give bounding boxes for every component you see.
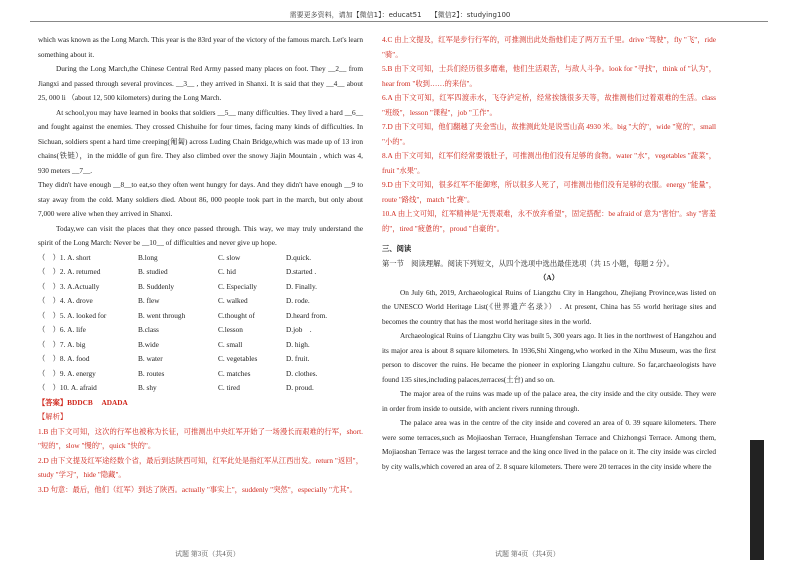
analysis-title: 【解析】 [38,412,68,421]
option-text: （ ）6. A. life [38,325,86,334]
reading-paragraph: The palace area was in the centre of the city inside and covered an area of 0. 39 square kilometers. There were some terraces,such as Mojiaoshan Terrace, Huangfenshan Terrace and Chizhongsi Terrace. Among them, Mojiaoshan Terrace was the largest terrace and the king once lived in the palace on it. The city inside was circled by city walls,which covered an area of 2. 8 square kilometers. There were 20 terraces in the city inside where the [382,418,716,471]
page-footer-left: 试题 第3页（共4页） [175,550,240,558]
header-divider [30,21,768,22]
option-row [38,280,363,295]
option-text: D. clothes. [286,368,318,378]
option-row [38,251,363,266]
option-text: D.heard from. [286,310,328,320]
option-text: D. fruit. [286,354,310,363]
explanation: 2.D 由下文提及红军途经数个省，最后到达陕西可知，红军此处是指红军从江西出发。return "返回"，study "学习"，hide "隐藏"。 [38,455,363,479]
option-text: B. went through [138,310,186,320]
option-text: （ ）8. A. food [38,354,90,363]
passage-paragraph: Today,we can visit the places that they once passed through. This way, we may truly understand the spirit of the Long March: Never be __10__ of difficulties and never give up hope. [38,223,363,247]
page-footer-right: 试题 第4页（共4页） [495,550,560,558]
option-text: C. hid [218,267,236,276]
section-title: 三、阅读 [382,244,412,253]
answer-key: 【答案】BDDCB ADADA [38,397,128,407]
left-column [38,33,363,497]
option-text: （ ）10. A. afraid [38,383,97,392]
option-text: B. water [138,354,163,363]
passage-paragraph: which was known as the Long March. This year is the 83rd year of the victory of the famous march. Let's learn something about it. [38,35,363,59]
option-text: （ ）5. A. looked for [38,310,107,320]
option-row [38,352,363,367]
option-row [38,309,363,324]
option-row [38,338,363,353]
option-row [38,265,363,280]
explanation: 4.C 由上文提及，红军是步行行军的，可推测出此处指他们走了两万五千里。drive "驾驶"，fly "飞"，ride "骑"。 [382,35,716,59]
option-text: C.lesson [218,325,243,334]
option-text: D. high. [286,339,310,349]
passage-paragraph: At school,you may have learned in books that soldiers __5__ many difficulties. They lived a hard __6__ and fought against the enemies. They crossed Chishuihe for four times, facing many kinds of difficulties. In Sichuan, soldiers spent a hard time creeping(匍匐) across Luding Chain Bridge,which was made up of 13 iron chains(铁链），in the middle of gun fire. They also climbed over the snowy Jiajin Mountain , which was 4, 930 meters __7__. [38,107,363,175]
option-text: D. Finally. [286,281,317,291]
side-bar [750,440,764,560]
passage-paragraph: They didn't have enough __8__to eat,so they often went hungry for days. And they didn't have enough __9 to stay away from the cold. Many soldiers died. About 86, 000 people took part in the march, but only about 7,000 were alive when they arrived in Shanxi. [38,180,363,218]
option-text: （ ）9. A. energy [38,368,96,378]
header-prefix: 需要更多资料，请加【微信1】：educat51 [289,11,422,19]
option-text: B.wide [138,339,159,349]
explanation: 10.A 由上文可知，红军精神是"无畏艰难，永不放弃希望"，固定搭配：be afraid of 意为"害怕"。shy "害羞的"，tired "疲惫的"，proud "自豪的"。 [382,209,716,233]
reading-paragraph: On July 6th, 2019, Archaeological Ruins of Liangzhu City in Hangzhou, Zhejiang Province,was listed on the UNESCO World Heritage List(《世界遗产名录》） . At present, China has 55 world heritage sites and becomes the country that has the most world heritage sites in the world. [382,287,716,326]
option-text: B. Suddenly [138,281,175,291]
option-text: （ ）1. A. short [38,252,91,262]
option-text: C. walked [218,296,248,305]
option-text: （ ）4. A. drove [38,296,93,305]
explanation: 3.D 句意：最后，他们（红军）到达了陕西。actually "事实上"，suddenly "突然"，especially "尤其"。 [38,484,357,494]
header-suffix: 【微信2】：studying100 [430,11,511,19]
option-text: B. flew [138,296,160,305]
option-text: （ ）7. A. big [38,339,86,349]
option-row [38,367,363,382]
reading-paragraph: Archaeological Ruins of Liangzhu City was built 5, 300 years ago. It lies in the northwest of Hangzhou and its major area is about 8 square kilometers. In 1936,Shi Xingeng,who worked in the Xihu Museum, was the first person to discover the ruins. He became the pioneer in exploring Liangzhu culture. So far,archaeologists have found 135 sites,including palaces,terraces(土台) and so on. [382,331,716,384]
explanation: 5.B 由下文可知，士兵们经历很多磨难，他们生活艰苦，与敌人斗争。look for "寻找"，think of "认为"，hear from "收到……的来信"。 [382,64,716,88]
option-text: B.class [138,325,159,334]
option-text: C. matches [218,368,251,378]
option-row [38,294,363,309]
explanation: 6.A 由下文可知，红军四渡赤水，飞夺泸定桥，经常挨饿很多天等，故推测他们过着艰难的生活。class "班级"，lesson "课程"，job "工作"。 [382,93,716,117]
option-text: （ ）2. A. returned [38,267,101,276]
option-row [38,381,363,396]
option-text: B.long [138,252,158,262]
explanation: 8.A 由下文可知，红军们经常要饿肚子，可推测出他们没有足够的食物。water "水"，vegetables "蔬菜"，fruit "水果"。 [382,151,716,175]
option-text: D.quick. [286,252,312,262]
option-text: C. tired [218,383,240,392]
explanation: 1.B 由下文可知，这次的行军也被称为长征，可推测出中央红军开始了一场漫长而艰难的行军，short. "短的"，slow "慢的"，quick "快的"。 [38,426,363,450]
passage-label: （A） [539,273,559,282]
option-text: D. rode. [286,296,310,305]
explanation: 7.D 由下文可知，他们翻越了夹金雪山，故推测此处是说雪山高 4930 米。big "大的"，wide "宽的"，small "小的"。 [382,122,716,146]
explanation: 9.D 由下文可知，很多红军不能御寒，所以很多人死了，可推测出他们没有足够的衣服。energy "能量"，route "路线"，match "比赛"。 [382,180,716,204]
options-list [38,251,363,396]
option-text: B. studied [138,267,168,276]
option-text: （ ）3. A.Actually [38,281,100,291]
option-text: B. routes [138,368,165,378]
option-text: D.job . [286,325,312,334]
passage-paragraph: During the Long March,the Chinese Central Red Army passed many places on foot. They __2__ from Jiangxi and passed through several provinces. __3__ , they arrived in Shanxi. It is said that they __4__ about 25, 000 li （about 12, 500 kilometers) during the Long March. [38,64,363,102]
part-title: 第一节 阅读理解。阅读下列短文，从四个选项中选出最佳选项（共 15 小题，每题 2 分）。 [382,258,674,268]
option-text: C. vegetables [218,354,258,363]
reading-paragraph: The major area of the ruins was made up of the palace area, the city inside and the city outside. They were in order from inside to outside, with ancient rivers running through. [382,389,716,413]
option-text: D. proud. [286,383,314,392]
option-row [38,323,363,338]
right-column [382,33,716,474]
page-header [0,10,800,20]
option-text: C.thought of [218,310,255,320]
option-text: C. small [218,339,243,349]
option-text: C. Especially [218,281,257,291]
option-text: B. shy [138,383,157,392]
option-text: C. slow [218,252,241,262]
option-text: D.started . [286,267,317,276]
